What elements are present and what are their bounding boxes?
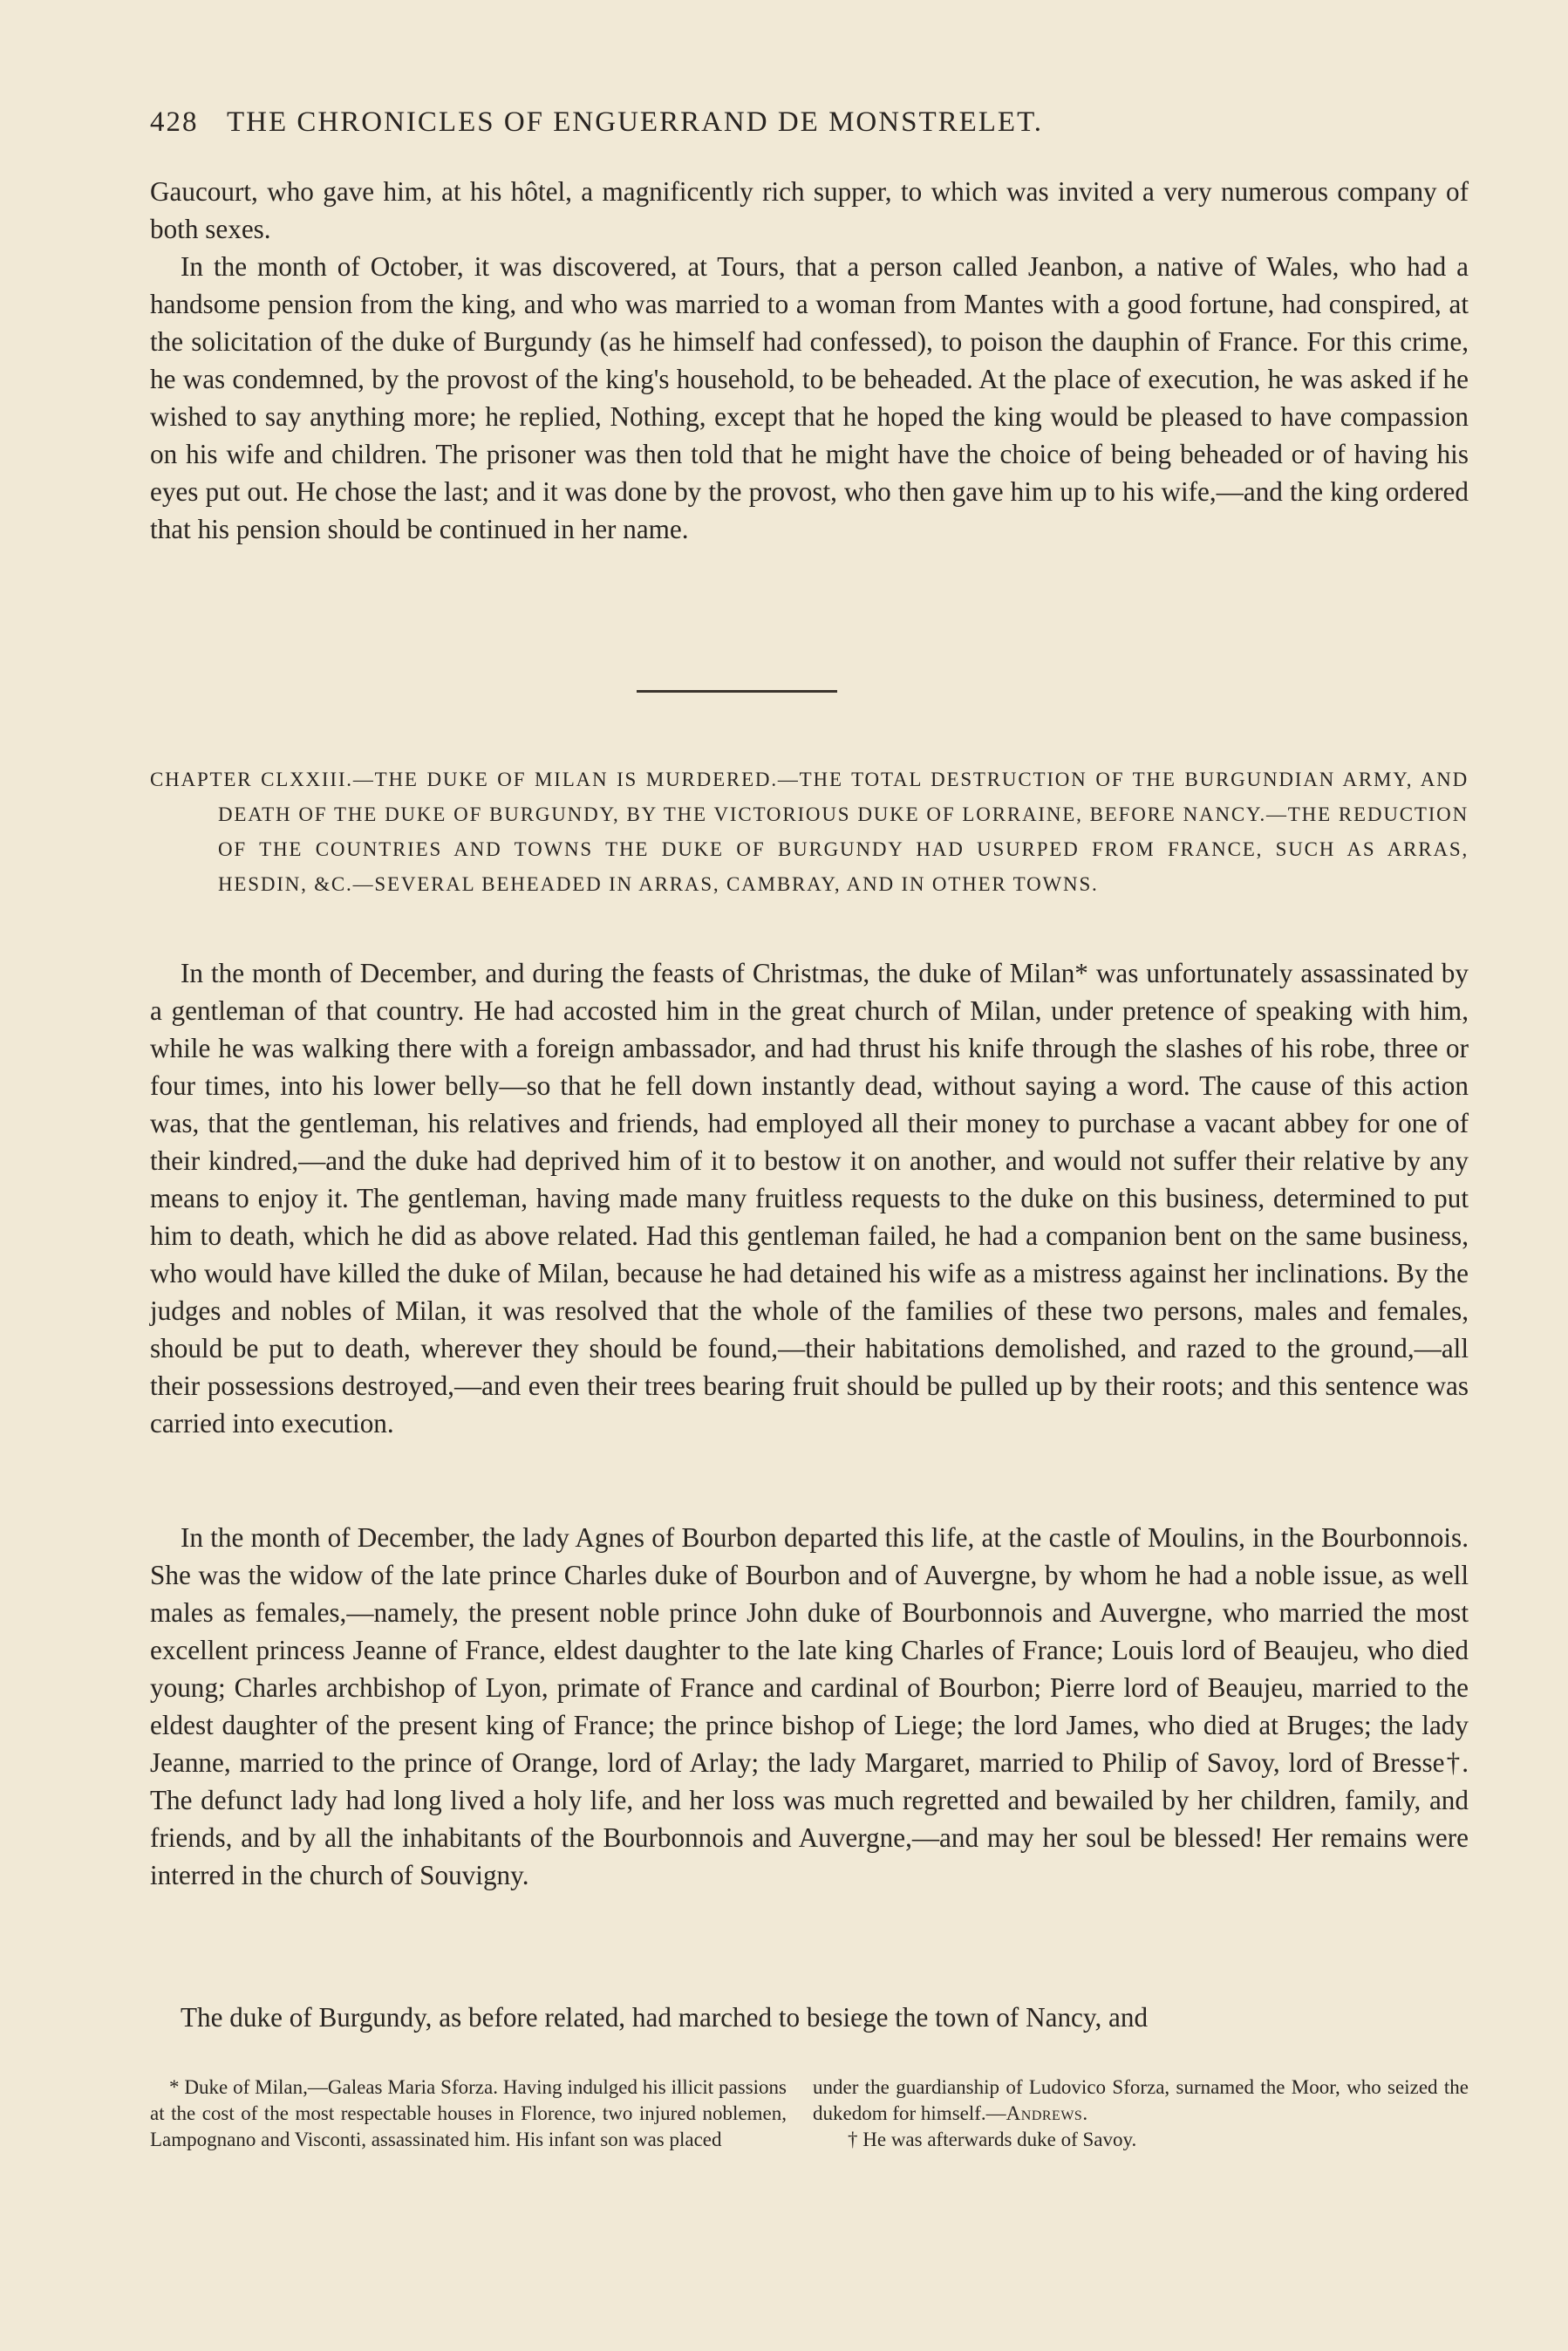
paragraph-jeanbon: In the month of October, it was discovered, at Tours, that a person called Jeanbon, a native of Wales, who had a handsome pension from the king, and who was married to a woman from Mantes with a good fortune, had conspired, at the solicitation of the duke of Burgundy (as he himself had confessed), to poison the dauphin of France. For this crime, he was condemned, by the provost of the king's household, to be beheaded. At the place of execution, he was asked if he wished to say anything more; he replied, Nothing, except that he hoped the king would be pleased to have compassion on his wife and children. The prisoner was then told that he might have the choice of being beheaded or of having his eyes put out. He chose the last; and it was done by the provost, who then gave him up to his wife,—and the king ordered that his pension should be continued in her name. bbox=[150, 251, 1469, 544]
page-number: 428 bbox=[150, 106, 199, 138]
paragraph-continuation: Gaucourt, who gave him, at his hôtel, a magnificently rich supper, to which was invited a very numerous company of both sexes. bbox=[150, 176, 1469, 244]
footnote-milan-continued-text: under the guardianship of Ludovico Sforza, surnamed the Moor, who seized the dukedom for himself.— bbox=[813, 2076, 1469, 2124]
paragraph-nancy: The duke of Burgundy, as before related, had marched to besiege the town of Nancy, and bbox=[181, 2002, 1149, 2033]
chapter-heading: CHAPTER CLXXIII.—THE DUKE OF MILAN IS MURDERED.—THE TOTAL DESTRUCTION OF THE BURGUNDIAN ARMY, AND DEATH OF THE DUKE OF BURGUNDY, BY THE VICTORIOUS DUKE OF LORRAINE, BEFORE NANCY.—THE REDUCTION OF THE COUNTRIES AND TOWNS THE DUKE OF BURGUNDY HAD USURPED FROM FRANCE, SUCH AS ARRAS, HESDIN, &C.—SEVERAL BEHEADED IN ARRAS, CAMBRAY, AND IN OTHER TOWNS. bbox=[150, 769, 1469, 895]
footnote-left-column bbox=[150, 2074, 787, 2153]
footnote-milan-continued bbox=[813, 2074, 1469, 2127]
section-divider bbox=[637, 690, 837, 693]
footnote-author: Andrews. bbox=[1006, 2102, 1088, 2124]
footnote-right-column bbox=[813, 2074, 1469, 2153]
paragraph-agnes: In the month of December, the lady Agnes of Bourbon departed this life, at the castle of Moulins, in the Bourbonnois. She was the widow of the late prince Charles duke of Bourbon and of Auvergne, by whom he had a noble issue, as well males as females,—namely, the present noble prince John duke of Bourbonnois and Auvergne, who married the most excellent princess Jeanne of France, eldest daughter to the late king Charles of France; Louis lord of Beaujeu, who died young; Charles archbishop of Lyon, primate of France and cardinal of Bourbon; Pierre lord of Beaujeu, married to the eldest daughter of the present king of France; the prince bishop of Liege; the lord James, who died at Bruges; the lady Jeanne, married to the prince of Orange, lord of Arlay; the lady Margaret, married to Philip of Savoy, lord of Bresse†. The defunct lady had long lived a holy life, and her loss was much regretted and bewailed by her children, family, and friends, and by all the inhabitants of the Bourbonnois and Auvergne,—and may her soul be blessed! Her remains were interred in the church of Souvigny. bbox=[150, 1522, 1469, 1890]
running-head bbox=[150, 106, 1469, 139]
running-title: THE CHRONICLES OF ENGUERRAND DE MONSTRELET. bbox=[227, 106, 1044, 138]
footnote-milan: * Duke of Milan,—Galeas Maria Sforza. Having indulged his illicit passions at the cost of the most respectable houses in Florence, two injured noblemen, Lampognano and Visconti, assassinated him. His infant son was placed bbox=[150, 2076, 787, 2150]
footnote-savoy: † He was afterwards duke of Savoy. bbox=[848, 2129, 1137, 2150]
paragraph-milan: In the month of December, and during the feasts of Christmas, the duke of Milan* was unfortunately assassinated by a gentleman of that country. He had accosted him in the great church of Milan, under pretence of speaking with him, while he was walking there with a foreign ambassador, and had thrust his knife through the slashes of his robe, three or four times, into his lower belly—so that he fell down instantly dead, without saying a word. The cause of this action was, that the gentleman, his relatives and friends, had employed all their money to purchase a vacant abbey for one of their kindred,—and the duke had deprived him of it to bestow it on another, and would not suffer their relative by any means to enjoy it. The gentleman, having made many fruitless requests to the duke on this business, determined to put him to death, which he did as above related. Had this gentleman failed, he had a companion bent on the same business, who would have killed the duke of Milan, because he had detained his wife as a mistress against her inclinations. By the judges and nobles of Milan, it was resolved that the whole of the families of these two persons, males and females, should be put to death, wherever they should be found,—their habitations demolished, and razed to the ground,—all their possessions destroyed,—and even their trees bearing fruit should be pulled up by their roots; and this sentence was carried into execution. bbox=[150, 958, 1469, 1439]
